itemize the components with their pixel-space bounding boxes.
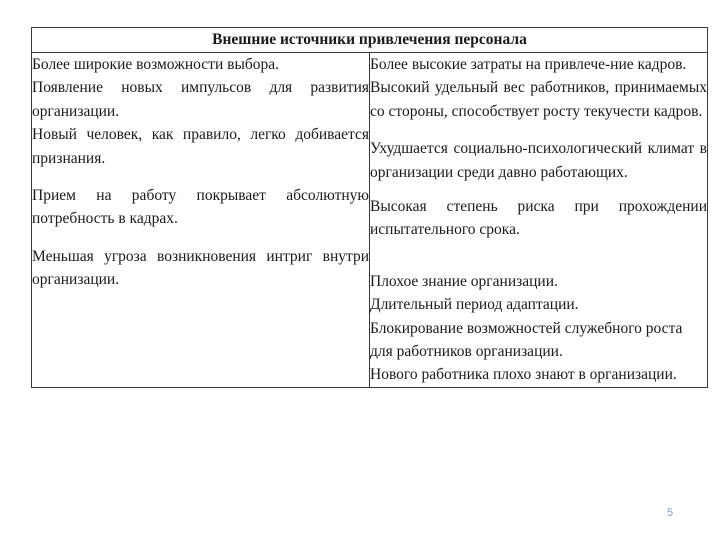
disadvantage-item: Блокирование возможностей служебного роста для работников организации. bbox=[370, 319, 683, 361]
disadvantage-item: Высокая степень риска при прохождении испытательного срока. bbox=[370, 198, 707, 239]
page-number: 5 bbox=[667, 507, 674, 519]
spacer bbox=[370, 256, 707, 270]
disadvantage-item: Нового работника плохо знают в организации. bbox=[370, 366, 677, 384]
table-title: Внешние источники привлечения персонала bbox=[32, 28, 708, 53]
disadvantage-item: Высокий удельный вес работников, принимаемых со стороны, способствует росту текучести кадров. bbox=[370, 79, 707, 120]
advantage-item: Новый человек, как правило, легко добивается признания. bbox=[32, 126, 369, 167]
disadvantages-column bbox=[370, 53, 708, 388]
table-body-row bbox=[32, 53, 708, 388]
spacer bbox=[32, 170, 369, 184]
disadvantage-item: Длительный период адаптации. bbox=[370, 296, 579, 314]
table-header-row bbox=[32, 28, 708, 53]
advantage-item: Прием на работу покрывает абсолютную потребность в кадрах. bbox=[32, 187, 369, 228]
comparison-table bbox=[31, 27, 708, 388]
advantage-item: Появление новых импульсов для развития организации. bbox=[32, 79, 369, 120]
advantage-item: Более широкие возможности выбора. bbox=[32, 56, 280, 73]
spacer bbox=[370, 184, 707, 195]
spacer bbox=[32, 231, 369, 245]
disadvantage-item: Более высокие затраты на привлече-ние кадров. bbox=[370, 56, 687, 73]
spacer bbox=[370, 123, 707, 137]
advantages-column bbox=[32, 53, 370, 388]
advantage-item: Меньшая угроза возникновения интриг внутри организации. bbox=[32, 247, 369, 289]
spacer bbox=[370, 242, 707, 256]
disadvantage-item: Ухудшается социально-психологический климат в организации среди давно работающих. bbox=[370, 140, 707, 181]
disadvantage-item: Плохое знание организации. bbox=[370, 272, 558, 290]
